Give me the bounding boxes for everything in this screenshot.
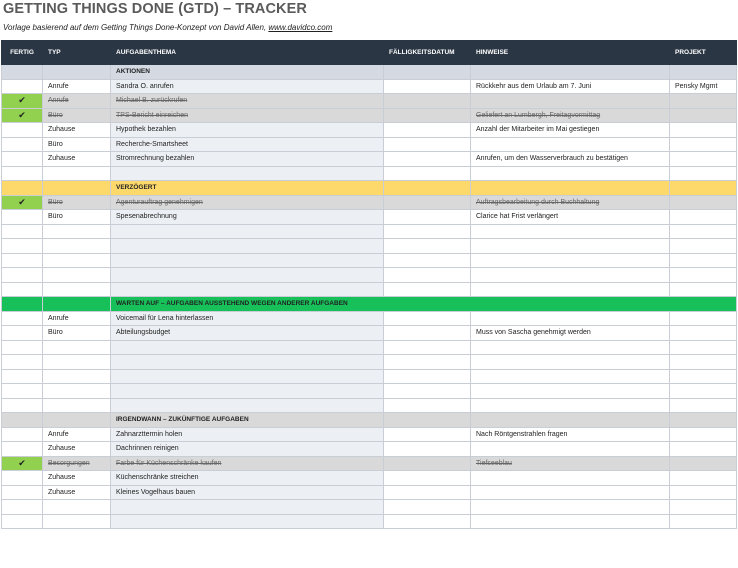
faellig-cell[interactable] [384, 79, 471, 94]
projekt-cell[interactable] [670, 384, 737, 399]
fertig-cell[interactable] [2, 210, 43, 225]
typ-cell[interactable]: Büro [43, 108, 111, 123]
fertig-cell[interactable] [2, 471, 43, 486]
faellig-cell[interactable] [384, 253, 471, 268]
typ-cell[interactable] [43, 514, 111, 529]
typ-cell[interactable] [43, 253, 111, 268]
typ-cell[interactable] [43, 500, 111, 515]
typ-cell[interactable] [43, 369, 111, 384]
projekt-cell[interactable] [670, 456, 737, 471]
typ-cell[interactable]: Zuhause [43, 485, 111, 500]
hinweise-cell[interactable] [471, 471, 670, 486]
subtitle-text: Vorlage basierend auf dem Getting Things Done-Konzept von David Allen, [3, 23, 269, 32]
typ-cell[interactable] [43, 239, 111, 254]
table-row[interactable] [2, 355, 737, 370]
faellig-cell[interactable] [384, 239, 471, 254]
section-filler-cell [471, 181, 670, 196]
aufgabe-cell[interactable]: Stromrechnung bezahlen [111, 152, 384, 167]
projekt-cell[interactable] [670, 340, 737, 355]
fertig-cell[interactable] [2, 166, 43, 181]
projekt-cell[interactable] [670, 224, 737, 239]
fertig-cell[interactable] [2, 268, 43, 283]
hinweise-cell[interactable]: Geliefert an Lumbergh, Freitagvormittag [471, 108, 670, 123]
faellig-cell[interactable] [384, 210, 471, 225]
section-aktionen [2, 65, 737, 80]
fertig-cell[interactable] [2, 427, 43, 442]
faellig-cell[interactable] [384, 369, 471, 384]
fertig-cell[interactable] [2, 485, 43, 500]
projekt-cell[interactable] [670, 485, 737, 500]
hinweise-cell[interactable] [471, 384, 670, 399]
section-fertig-cell [2, 65, 43, 80]
table-row[interactable] [2, 369, 737, 384]
done-checkmark-icon[interactable]: ✔ [2, 108, 43, 123]
hinweise-cell[interactable] [471, 442, 670, 457]
fertig-cell[interactable] [2, 137, 43, 152]
fertig-cell[interactable] [2, 123, 43, 138]
typ-cell[interactable]: Zuhause [43, 152, 111, 167]
aufgabe-cell[interactable]: Küchenschränke streichen [111, 471, 384, 486]
faellig-cell[interactable] [384, 152, 471, 167]
hinweise-cell[interactable]: Clarice hat Frist verlängert [471, 210, 670, 225]
aufgabe-cell[interactable]: Dachrinnen reinigen [111, 442, 384, 457]
faellig-cell[interactable] [384, 224, 471, 239]
aufgabe-cell[interactable]: Zahnarzttermin holen [111, 427, 384, 442]
faellig-cell[interactable] [384, 398, 471, 413]
projekt-cell[interactable] [670, 253, 737, 268]
aufgabe-cell[interactable]: TPS-Bericht einreichen [111, 108, 384, 123]
projekt-cell[interactable] [670, 152, 737, 167]
fertig-cell[interactable] [2, 442, 43, 457]
table-row[interactable] [2, 340, 737, 355]
aufgabe-cell[interactable] [111, 282, 384, 297]
table-row[interactable] [2, 282, 737, 297]
faellig-cell[interactable] [384, 340, 471, 355]
column-header-typ: TYP [43, 41, 111, 65]
table-row[interactable] [2, 79, 737, 94]
aufgabe-cell[interactable] [111, 514, 384, 529]
hinweise-cell[interactable]: Nach Röntgenstrahlen fragen [471, 427, 670, 442]
fertig-cell[interactable] [2, 326, 43, 341]
hinweise-cell[interactable]: Anrufen, um den Wasserverbrauch zu bestätigen [471, 152, 670, 167]
projekt-cell[interactable] [670, 239, 737, 254]
done-checkmark-icon[interactable]: ✔ [2, 195, 43, 210]
typ-cell[interactable] [43, 384, 111, 399]
typ-cell[interactable]: Büro [43, 137, 111, 152]
section-filler-cell [471, 65, 670, 80]
hinweise-cell[interactable] [471, 137, 670, 152]
faellig-cell[interactable] [384, 108, 471, 123]
hinweise-cell[interactable] [471, 340, 670, 355]
aufgabe-cell[interactable]: Agenturauftrag genehmigen [111, 195, 384, 210]
projekt-cell[interactable] [670, 137, 737, 152]
section-typ-cell [43, 413, 111, 428]
typ-cell[interactable]: Büro [43, 210, 111, 225]
table-row[interactable] [2, 514, 737, 529]
hinweise-cell[interactable]: Tiefseeblau [471, 456, 670, 471]
table-row[interactable] [2, 427, 737, 442]
section-filler-cell [670, 413, 737, 428]
column-header-hinweise: HINWEISE [471, 41, 670, 65]
hinweise-cell[interactable] [471, 224, 670, 239]
fertig-cell[interactable] [2, 369, 43, 384]
projekt-cell[interactable] [670, 355, 737, 370]
section-fertig-cell [2, 413, 43, 428]
hinweise-cell[interactable]: Auftragsbearbeitung durch Buchhaltung [471, 195, 670, 210]
projekt-cell[interactable]: Pensky Mgmt [670, 79, 737, 94]
hinweise-cell[interactable] [471, 311, 670, 326]
hinweise-cell[interactable]: Muss von Sascha genehmigt werden [471, 326, 670, 341]
fertig-cell[interactable] [2, 398, 43, 413]
done-checkmark-icon[interactable]: ✔ [2, 94, 43, 109]
faellig-cell[interactable] [384, 355, 471, 370]
section-filler-cell [670, 181, 737, 196]
faellig-cell[interactable] [384, 514, 471, 529]
typ-cell[interactable] [43, 166, 111, 181]
projekt-cell[interactable] [670, 210, 737, 225]
column-header-projekt: PROJEKT [670, 41, 737, 65]
section-filler-cell [384, 65, 471, 80]
section-label-irgendwann: IRGENDWANN – ZUKÜNFTIGE AUFGABEN [111, 413, 384, 428]
hinweise-cell[interactable]: Rückkehr aus dem Urlaub am 7. Juni [471, 79, 670, 94]
section-filler-cell [384, 413, 471, 428]
table-row[interactable] [2, 239, 737, 254]
typ-cell[interactable]: Besorgungen [43, 456, 111, 471]
projekt-cell[interactable] [670, 166, 737, 181]
page-subtitle [3, 23, 332, 32]
fertig-cell[interactable] [2, 152, 43, 167]
section-label-warten: WARTEN AUF – AUFGABEN AUSSTEHEND WEGEN ANDERER AUFGABEN [111, 297, 737, 312]
table-row[interactable] [2, 224, 737, 239]
fertig-cell[interactable] [2, 355, 43, 370]
hinweise-cell[interactable] [471, 282, 670, 297]
faellig-cell[interactable] [384, 442, 471, 457]
typ-cell[interactable]: Zuhause [43, 471, 111, 486]
projekt-cell[interactable] [670, 268, 737, 283]
projekt-cell[interactable] [670, 326, 737, 341]
projekt-cell[interactable] [670, 442, 737, 457]
table-row[interactable] [2, 471, 737, 486]
aufgabe-cell[interactable] [111, 398, 384, 413]
hinweise-cell[interactable] [471, 500, 670, 515]
typ-cell[interactable] [43, 355, 111, 370]
typ-cell[interactable] [43, 224, 111, 239]
section-fertig-cell [2, 297, 43, 312]
projekt-cell[interactable] [670, 369, 737, 384]
fertig-cell[interactable] [2, 282, 43, 297]
faellig-cell[interactable] [384, 137, 471, 152]
fertig-cell[interactable] [2, 384, 43, 399]
table-row[interactable] [2, 326, 737, 341]
faellig-cell[interactable] [384, 326, 471, 341]
typ-cell[interactable]: Anrufe [43, 79, 111, 94]
aufgabe-cell[interactable] [111, 384, 384, 399]
projekt-cell[interactable] [670, 94, 737, 109]
hinweise-cell[interactable] [471, 253, 670, 268]
hinweise-cell[interactable] [471, 355, 670, 370]
table-row[interactable] [2, 137, 737, 152]
aufgabe-cell[interactable] [111, 500, 384, 515]
typ-cell[interactable]: Anrufe [43, 311, 111, 326]
column-header-aufgabenthema: AUFGABENTHEMA [111, 41, 384, 65]
typ-cell[interactable] [43, 282, 111, 297]
section-label-aktionen: AKTIONEN [111, 65, 384, 80]
section-warten [2, 297, 737, 312]
section-verzoegert [2, 181, 737, 196]
projekt-cell[interactable] [670, 123, 737, 138]
section-typ-cell [43, 297, 111, 312]
faellig-cell[interactable] [384, 500, 471, 515]
aufgabe-cell[interactable]: Voicemail für Lena hinterlassen [111, 311, 384, 326]
projekt-cell[interactable] [670, 282, 737, 297]
fertig-cell[interactable] [2, 500, 43, 515]
hinweise-cell[interactable] [471, 268, 670, 283]
table-row[interactable] [2, 195, 737, 210]
projekt-cell[interactable] [670, 108, 737, 123]
hinweise-cell[interactable] [471, 485, 670, 500]
section-fertig-cell [2, 181, 43, 196]
table-row[interactable] [2, 210, 737, 225]
table-row[interactable] [2, 94, 737, 109]
table-row[interactable] [2, 166, 737, 181]
column-header-faelligkeitsdatum: FÄLLIGKEITSDATUM [384, 41, 471, 65]
faellig-cell[interactable] [384, 471, 471, 486]
aufgabe-cell[interactable]: Michael B. zurückrufen [111, 94, 384, 109]
typ-cell[interactable]: Büro [43, 195, 111, 210]
typ-cell[interactable]: Anrufe [43, 94, 111, 109]
aufgabe-cell[interactable]: Recherche-Smartsheet [111, 137, 384, 152]
typ-cell[interactable]: Büro [43, 326, 111, 341]
table-row[interactable] [2, 152, 737, 167]
faellig-cell[interactable] [384, 485, 471, 500]
projekt-cell[interactable] [670, 195, 737, 210]
davidco-link[interactable]: www.davidco.com [268, 23, 333, 32]
table-row[interactable] [2, 384, 737, 399]
aufgabe-cell[interactable]: Abteilungsbudget [111, 326, 384, 341]
hinweise-cell[interactable] [471, 94, 670, 109]
hinweise-cell[interactable] [471, 369, 670, 384]
typ-cell[interactable]: Anrufe [43, 427, 111, 442]
aufgabe-cell[interactable] [111, 369, 384, 384]
hinweise-cell[interactable] [471, 239, 670, 254]
fertig-cell[interactable] [2, 239, 43, 254]
faellig-cell[interactable] [384, 384, 471, 399]
table-row[interactable] [2, 485, 737, 500]
aufgabe-cell[interactable] [111, 166, 384, 181]
fertig-cell[interactable] [2, 253, 43, 268]
hinweise-cell[interactable] [471, 514, 670, 529]
projekt-cell[interactable] [670, 514, 737, 529]
table-row[interactable] [2, 500, 737, 515]
aufgabe-cell[interactable] [111, 355, 384, 370]
aufgabe-cell[interactable] [111, 239, 384, 254]
faellig-cell[interactable] [384, 311, 471, 326]
typ-cell[interactable]: Zuhause [43, 123, 111, 138]
aufgabe-cell[interactable] [111, 268, 384, 283]
faellig-cell[interactable] [384, 456, 471, 471]
section-filler-cell [471, 413, 670, 428]
table-row[interactable] [2, 253, 737, 268]
typ-cell[interactable]: Zuhause [43, 442, 111, 457]
done-checkmark-icon[interactable]: ✔ [2, 456, 43, 471]
faellig-cell[interactable] [384, 195, 471, 210]
fertig-cell[interactable] [2, 514, 43, 529]
fertig-cell[interactable] [2, 224, 43, 239]
typ-cell[interactable] [43, 340, 111, 355]
faellig-cell[interactable] [384, 427, 471, 442]
faellig-cell[interactable] [384, 166, 471, 181]
column-header-fertig: FERTIG [2, 41, 43, 65]
faellig-cell[interactable] [384, 268, 471, 283]
projekt-cell[interactable] [670, 471, 737, 486]
aufgabe-cell[interactable]: Farbe für Küchenschränke kaufen [111, 456, 384, 471]
table-row[interactable] [2, 108, 737, 123]
faellig-cell[interactable] [384, 123, 471, 138]
aufgabe-cell[interactable] [111, 253, 384, 268]
fertig-cell[interactable] [2, 79, 43, 94]
projekt-cell[interactable] [670, 500, 737, 515]
hinweise-cell[interactable]: Anzahl der Mitarbeiter im Mai gestiegen [471, 123, 670, 138]
aufgabe-cell[interactable]: Kleines Vogelhaus bauen [111, 485, 384, 500]
typ-cell[interactable] [43, 398, 111, 413]
gtd-tracker-table [1, 40, 737, 529]
table-row[interactable] [2, 268, 737, 283]
aufgabe-cell[interactable] [111, 340, 384, 355]
table-row[interactable] [2, 123, 737, 138]
table-header-row [2, 41, 737, 65]
typ-cell[interactable] [43, 268, 111, 283]
aufgabe-cell[interactable]: Spesenabrechnung [111, 210, 384, 225]
section-typ-cell [43, 181, 111, 196]
hinweise-cell[interactable] [471, 398, 670, 413]
faellig-cell[interactable] [384, 94, 471, 109]
section-filler-cell [384, 181, 471, 196]
fertig-cell[interactable] [2, 311, 43, 326]
fertig-cell[interactable] [2, 340, 43, 355]
aufgabe-cell[interactable]: Hypothek bezahlen [111, 123, 384, 138]
projekt-cell[interactable] [670, 311, 737, 326]
page-title: GETTING THINGS DONE (GTD) – TRACKER [3, 1, 307, 17]
projekt-cell[interactable] [670, 427, 737, 442]
table-row[interactable] [2, 311, 737, 326]
section-filler-cell [670, 65, 737, 80]
aufgabe-cell[interactable]: Sandra O. anrufen [111, 79, 384, 94]
table-row[interactable] [2, 442, 737, 457]
section-label-verzoegert: VERZÖGERT [111, 181, 384, 196]
aufgabe-cell[interactable] [111, 224, 384, 239]
table-row[interactable] [2, 398, 737, 413]
projekt-cell[interactable] [670, 398, 737, 413]
table-row[interactable] [2, 456, 737, 471]
section-irgendwann [2, 413, 737, 428]
faellig-cell[interactable] [384, 282, 471, 297]
section-typ-cell [43, 65, 111, 80]
hinweise-cell[interactable] [471, 166, 670, 181]
